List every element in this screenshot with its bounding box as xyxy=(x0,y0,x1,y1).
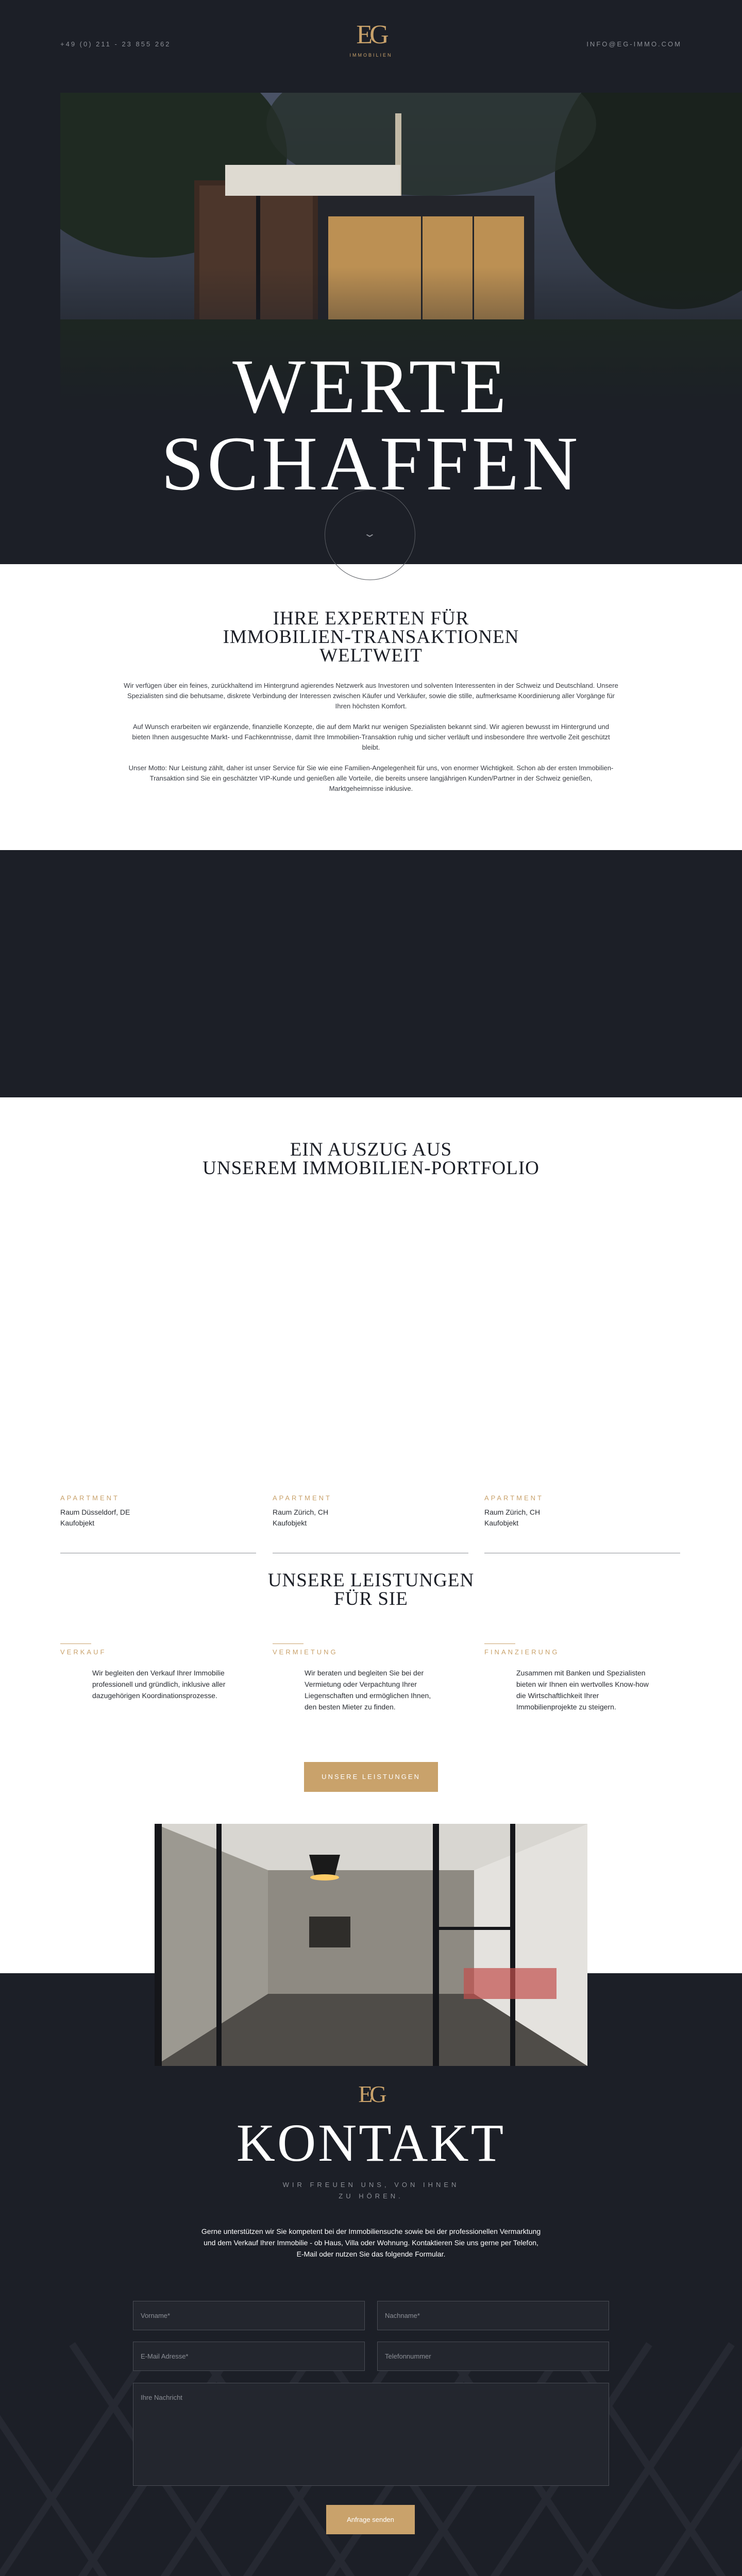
intro-paragraph-1: Wir verfügen über ein feines, zurückhaltend im Hintergrund agierendes Netzwerk aus Investoren und solventen Interessenten in der Schweiz und Deutschland. Unsere Spezialisten sind die behutsame, diskrete Verbindung der Interessen zwischen Käufer und Verkäufer, sowie die stille, aufmerksame Koordinierung aller Vorgänge für Ihren höchsten Komfort. xyxy=(124,682,618,710)
service-description: Wir beraten und begleiten Sie bei der Vermietung oder Verpachtung Ihrer Liegenschaften und ermöglichen Ihnen, den besten Mieter zu finden. xyxy=(305,1669,431,1711)
hero-title-line-2: SCHAFFEN xyxy=(161,421,581,506)
intro-paragraph-3: Unser Motto: Nur Leistung zählt, daher ist unser Service für Sie wie eine Familien-Angelegenheit für uns, von enormer Wichtigkeit. Schon ab der ersten Immobilien-Transaktion sind Sie ein geschätzter VIP-Kunde und genießen alle Vorteile, die bereits unsere langjährigen Kunden/Partner in der Schweiz genießen, Marktgeheimnisse inklusive. xyxy=(128,764,614,792)
service-description: Zusammen mit Banken und Spezialisten bieten wir Ihnen ein wertvolles Know-how die Wirtschaftlichkeit Ihrer Immobilienprojekte zu steigern. xyxy=(516,1669,649,1711)
top-bar xyxy=(0,0,742,93)
portfolio-section xyxy=(0,1097,742,1571)
portfolio-heading-line-1: EIN AUSZUG AUS xyxy=(290,1139,452,1160)
portfolio-item-location: Raum Düsseldorf, DE xyxy=(60,1508,130,1516)
dark-band xyxy=(0,850,742,1097)
hero-title-line-1: WERTE xyxy=(232,344,510,429)
services-heading-line-1: UNSERE LEISTUNGEN xyxy=(267,1570,475,1591)
chevron-down-icon: ⌄ xyxy=(362,528,377,539)
email-link[interactable]: INFO@EG-IMMO.COM xyxy=(586,40,682,48)
portfolio-item-type: APARTMENT xyxy=(60,1494,120,1502)
phone-field[interactable]: Telefonnummer xyxy=(377,2342,609,2371)
portfolio-item[interactable] xyxy=(484,1494,680,1553)
message-field[interactable]: Ihre Nachricht xyxy=(133,2383,609,2486)
portfolio-heading-line-2: UNSEREM IMMOBILIEN-PORTFOLIO xyxy=(203,1158,539,1179)
hero-section xyxy=(0,0,742,564)
portfolio-item[interactable] xyxy=(60,1494,256,1553)
contact-logo-monogram: EG xyxy=(358,2081,384,2107)
logo-monogram: EG xyxy=(356,20,386,49)
services-heading-line-2: FÜR SIE xyxy=(334,1588,408,1609)
interior-image xyxy=(155,1824,587,2066)
services-section xyxy=(0,1571,742,1973)
portfolio-item-location: Raum Zürich, CH xyxy=(484,1508,541,1516)
firstname-field[interactable]: Vorname* xyxy=(133,2301,365,2330)
service-name: FINANZIERUNG xyxy=(484,1648,560,1656)
intro-heading-line-2: IMMOBILIEN-TRANSAKTIONEN xyxy=(223,626,519,648)
service-divider xyxy=(484,1643,515,1644)
service-item xyxy=(273,1643,468,1713)
logo[interactable] xyxy=(349,22,392,58)
portfolio-item-type: APARTMENT xyxy=(273,1494,332,1502)
services-button[interactable]: UNSERE LEISTUNGEN xyxy=(304,1762,438,1792)
service-divider xyxy=(60,1643,91,1644)
contact-title: KONTAKT xyxy=(236,2113,506,2173)
portfolio-item[interactable] xyxy=(273,1494,468,1553)
hero-title xyxy=(0,344,742,506)
intro-heading-line-1: IHRE EXPERTEN FÜR xyxy=(273,608,469,629)
lastname-field[interactable]: Nachname* xyxy=(377,2301,609,2330)
service-name: VERMIETUNG xyxy=(273,1648,338,1656)
service-item xyxy=(60,1643,256,1701)
hero xyxy=(0,93,742,564)
portfolio-list xyxy=(60,1494,680,1556)
scroll-down-button[interactable] xyxy=(325,489,415,580)
service-divider xyxy=(273,1643,303,1644)
intro-heading xyxy=(0,609,742,665)
portfolio-item-object: Kaufobjekt xyxy=(60,1519,95,1527)
service-item xyxy=(484,1643,680,1713)
logo-subtitle: IMMOBILIEN xyxy=(349,53,393,58)
portfolio-item-type: APARTMENT xyxy=(484,1494,544,1502)
contact-subtitle-line-1: WIR FREUEN UNS, VON IHNEN xyxy=(282,2181,460,2189)
contact-subtitle-line-2: ZU HÖREN. xyxy=(339,2192,403,2200)
service-name: VERKAUF xyxy=(60,1648,107,1656)
portfolio-item-object: Kaufobjekt xyxy=(273,1519,307,1527)
services-heading xyxy=(0,1571,742,1608)
phone-link[interactable]: +49 (0) 211 - 23 855 262 xyxy=(60,40,171,48)
portfolio-item-location: Raum Zürich, CH xyxy=(273,1508,329,1516)
intro-paragraph-2: Auf Wunsch erarbeiten wir ergänzende, finanzielle Konzepte, die auf dem Markt nur wenigen Spezialisten bekannt sind. Wir agieren bewusst im Hintergrund und bieten Ihnen ausgesuchte Markt- und Fachkenntnisse, damit Ihre Immobilien-Transaktion ruhig und sicher verläuft und insbesondere Ihre wertvolle Zeit geschützt bleibt. xyxy=(132,723,610,751)
intro-section xyxy=(0,564,742,850)
portfolio-item-object: Kaufobjekt xyxy=(484,1519,519,1527)
service-description: Wir begleiten den Verkauf Ihrer Immobilie professionell und gründlich, inklusive aller dazugehörigen Koordinationsprozesse. xyxy=(92,1669,226,1700)
portfolio-heading xyxy=(0,1141,742,1178)
intro-heading-line-3: WELTWEIT xyxy=(319,645,423,666)
email-field[interactable]: E-Mail Adresse* xyxy=(133,2342,365,2371)
contact-text: Gerne unterstützen wir Sie kompetent bei der Immobiliensuche sowie bei der professionellen Vermarktung und dem Verkauf Ihrer Immobilie - ob Haus, Villa oder Wohnung. Kontaktieren Sie uns gerne per Telefon, E-Mail oder nutzen Sie das folgende Formular. xyxy=(201,2227,541,2258)
contact-subtitle xyxy=(0,2179,742,2202)
send-button[interactable]: Anfrage senden xyxy=(326,2505,415,2534)
